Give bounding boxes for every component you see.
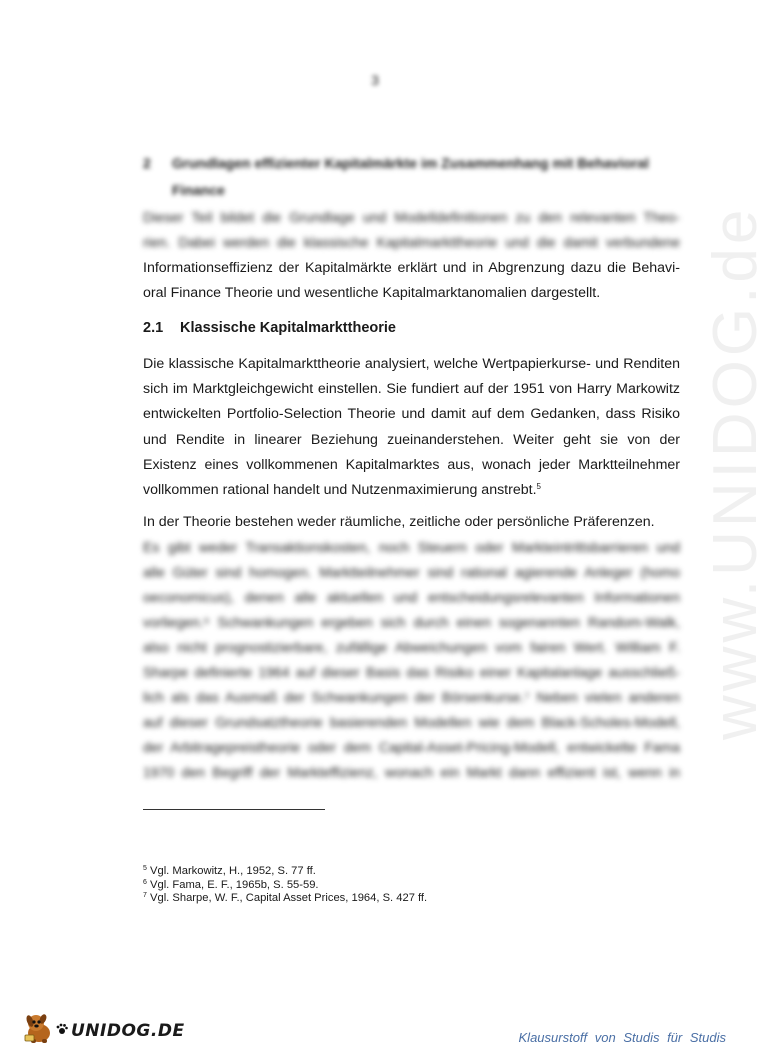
page-number: 3: [371, 72, 379, 88]
blurred-line: der Arbitragepreistheorie oder dem Capital-Asset-Pricing-Modell, entwickelte Fama: [143, 739, 680, 755]
intro-blurred-line: Dieser Teil bildet die Grundlage und Modelldefinitionen zu den relevanten Theo-: [143, 209, 680, 225]
footnote-ref-5: 5: [536, 482, 541, 492]
footnote-item: [143, 879, 427, 893]
blurred-line: alle Güter sind homogen. Marktteilnehmer sind rational agierende Anleger (homo: [143, 564, 680, 580]
footnotes: [143, 865, 427, 906]
blurred-line: Sharpe definierte 1964 auf dieser Basis das Risiko einer Kapitalanlage ausschließ-: [143, 664, 680, 680]
intro-visible: [143, 256, 680, 306]
paragraph-1: [143, 352, 680, 503]
footnote-number: 7: [143, 892, 147, 899]
blurred-line: also nicht prognostizierbare, zufällige Abweichungen vom fairen Wert. William F.: [143, 639, 680, 655]
section-number: 2.1: [143, 320, 164, 336]
paragraph-2-first-line: [143, 510, 680, 535]
chapter-heading: [143, 150, 683, 204]
intro-visible-line: Informationseffizienz der Kapitalmärkte erklärt und in Abgrenzung dazu die Behavi-: [143, 260, 680, 276]
blurred-line: oeconomicus), denen alle aktuellen und entscheidungsrelevanten Informationen: [143, 589, 680, 605]
intro-visible-line: oral Finance Theorie und wesentliche Kapitalmarktanomalien dargestellt.: [143, 285, 601, 302]
paragraph-1-text: Die klassische Kapitalmarkttheorie analysiert, welche Wertpapierkurse- und Renditen sich im Marktgleichgewicht einstellen. Sie fundiert auf der 1951 von Harry Markowitz entwickelten Portfolio-Selection Theorie und damit auf dem Gedanken, dass Risiko und Rendite in linearer Beziehung zueinanderstehen. Weiter geht sie von der Existenz eines vollkommenen Kapitalmarktes aus, wonach jeder Marktteilnehmer vollkommen rational handelt und Nutzenmaximierung anstrebt.: [143, 356, 680, 499]
footnote-item: [143, 892, 427, 906]
paragraph-2-line: In der Theorie bestehen weder räumliche, zeitliche oder persönliche Präferenzen.: [143, 514, 655, 530]
blurred-line: auf dieser Grundsatztheorie basierenden Modellen wie dem Black-Scholes-Modell,: [143, 714, 680, 730]
tagline: Klausurstoff von Studis für Studis: [518, 1030, 726, 1045]
dog-mascot-icon: [22, 1011, 56, 1050]
blurred-line: vorliegen.⁶ Schwankungen ergeben sich durch einen sogenannten Random-Walk,: [143, 614, 680, 630]
footnote-text: Vgl. Sharpe, W. F., Capital Asset Prices, 1964, S. 427 ff.: [150, 892, 428, 904]
paragraph-2-blurred: [143, 535, 680, 785]
watermark: www.UNIDOG.de: [701, 205, 770, 740]
section-title: Klassische Kapitalmarkttheorie: [180, 320, 396, 336]
footnote-number: 6: [143, 878, 147, 886]
footnote-text: Vgl. Markowitz, H., 1952, S. 77 ff.: [150, 865, 316, 877]
chapter-number: 2: [143, 155, 151, 171]
chapter-title: Grundlagen effizienter Kapitalmärkte im Zusammenhang mit Behavioral Finance: [172, 155, 649, 198]
blurred-line: Es gibt weder Transaktionskosten, noch Steuern oder Markteintrittsbarrieren und: [143, 539, 680, 555]
logo-text: UNIDOG.DE: [71, 1020, 185, 1041]
footnote-separator: [143, 809, 325, 810]
paw-icon: [56, 1022, 68, 1040]
blurred-line: lich als das Ausmaß der Schwankungen der Börsenkurse.⁷ Neben vielen anderen: [143, 689, 680, 705]
unidog-logo[interactable]: [22, 1011, 185, 1050]
intro-blurred: [143, 205, 680, 255]
intro-blurred-line: rien. Dabei werden die klassische Kapitalmarkttheorie und die damit verbundene: [143, 234, 680, 250]
section-heading: [143, 320, 396, 336]
blurred-line: 1970 den Begriff der Markteffizienz, wonach ein Markt dann effizient ist, wenn in: [143, 764, 680, 780]
footnote-text: Vgl. Fama, E. F., 1965b, S. 55-59.: [150, 878, 319, 891]
footnote-number: 5: [143, 865, 147, 872]
footnote-item: [143, 865, 427, 879]
